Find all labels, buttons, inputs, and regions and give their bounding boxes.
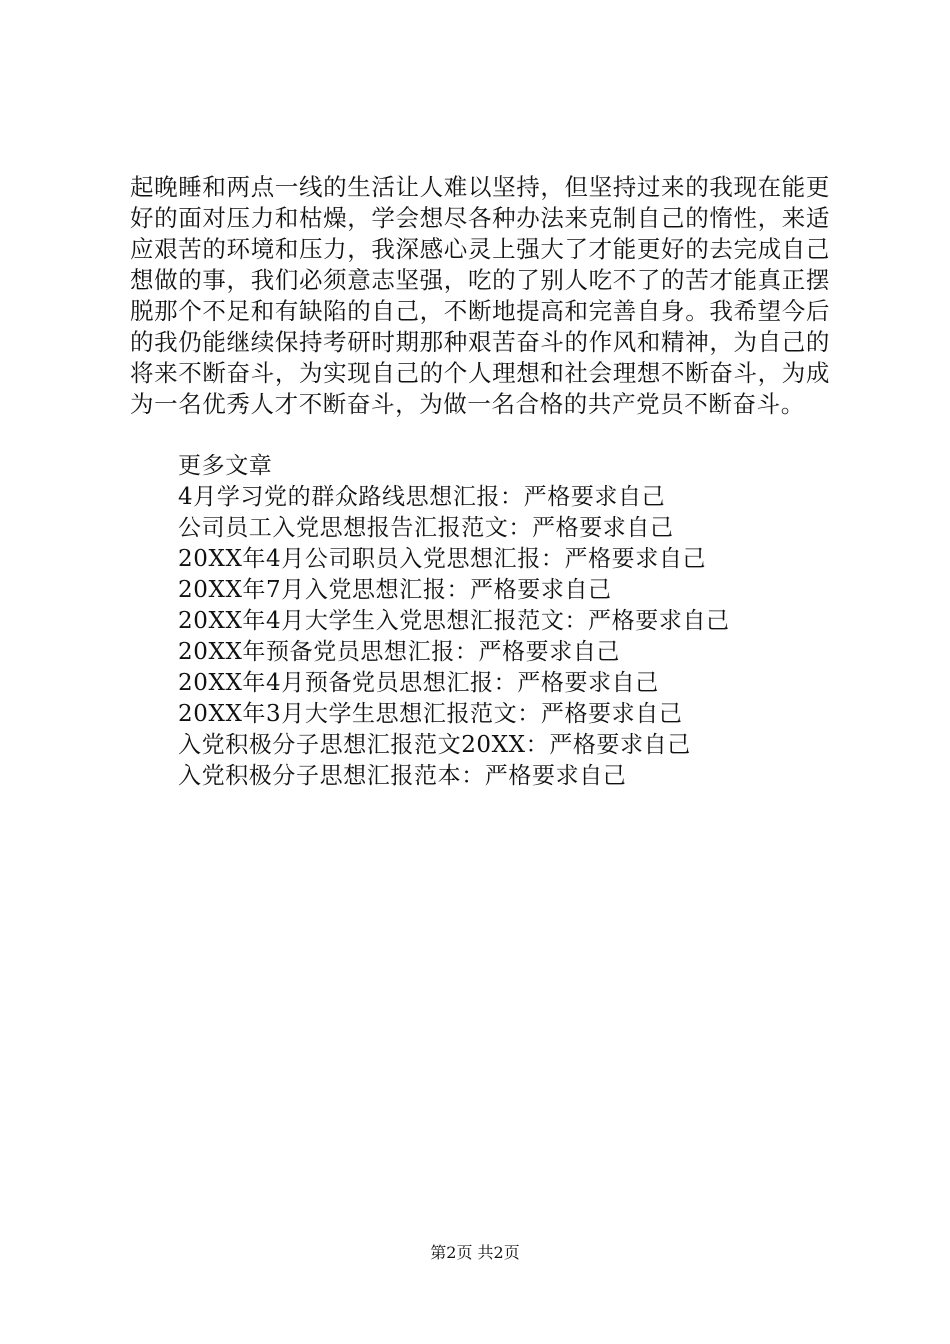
more-article-link[interactable]: 公司员工入党思想报告汇报范文：严格要求自己 [178, 515, 674, 541]
more-articles-list [178, 482, 828, 792]
more-article-link[interactable]: 20XX年4月公司职员入党思想汇报：严格要求自己 [178, 546, 707, 572]
more-article-link[interactable]: 入党积极分子思想汇报范文20XX：严格要求自己 [178, 732, 691, 758]
more-articles-title: 更多文章 [178, 453, 273, 479]
more-article-link[interactable]: 20XX年3月大学生思想汇报范文：严格要求自己 [178, 701, 683, 727]
more-article-link[interactable]: 20XX年4月大学生入党思想汇报范文：严格要求自己 [178, 608, 730, 634]
body-paragraph: 起晚睡和两点一线的生活让人难以坚持，但坚持过来的我现在能更好的面对压力和枯燥，学会想尽各种办法来克制自己的惰性，来适应艰苦的环境和压力，我深感心灵上强大了才能更好的去完成自己想做的事，我们必须意志坚强，吃的了别人吃不了的苦才能真正摆脱那个不足和有缺陷的自己，不断地提高和完善自身。我希望今后的我仍能继续保持考研时期那种艰苦奋斗的作风和精神，为自己的将来不断奋斗，为实现自己的个人理想和社会理想不断奋斗，为成为一名优秀人才不断奋斗，为做一名合格的共产党员不断奋斗。 [130, 173, 830, 418]
more-article-link[interactable]: 20XX年预备党员思想汇报：严格要求自己 [178, 639, 621, 665]
more-article-link[interactable]: 4月学习党的群众路线思想汇报：严格要求自己 [178, 484, 666, 510]
more-article-link[interactable]: 20XX年4月预备党员思想汇报：严格要求自己 [178, 670, 659, 696]
more-article-link[interactable]: 入党积极分子思想汇报范本：严格要求自己 [178, 763, 627, 789]
more-article-link[interactable]: 20XX年7月入党思想汇报：严格要求自己 [178, 577, 612, 603]
page-number-footer: 第2页 共2页 [430, 1243, 520, 1262]
more-articles-section [178, 451, 828, 792]
